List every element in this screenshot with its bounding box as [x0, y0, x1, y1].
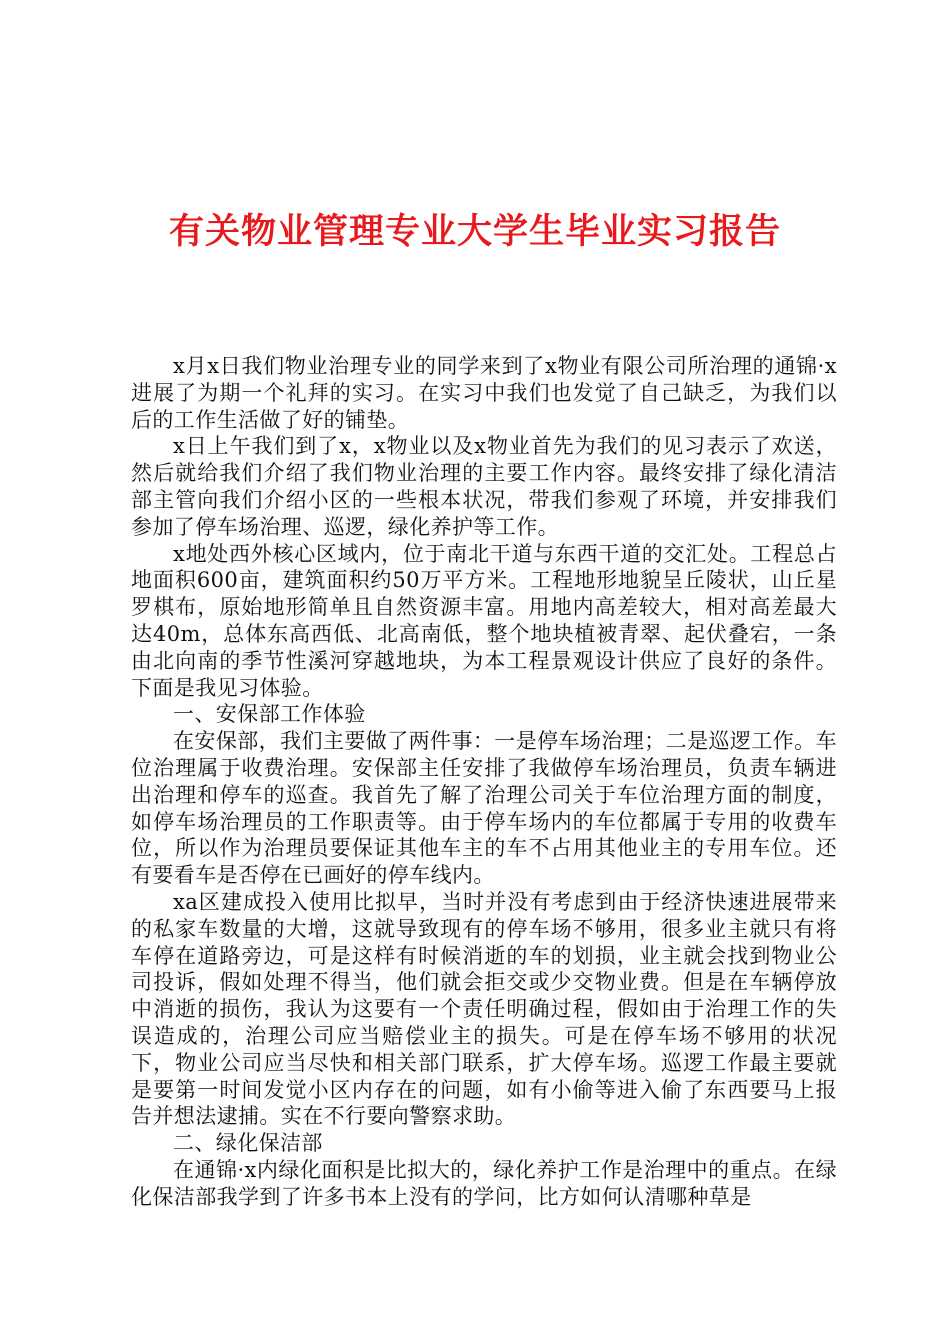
paragraph-parking-issues: xa区建成投入使用比拟早，当时并没有考虑到由于经济快速进展带来的私家车数量的大增，这就导致现有的停车场不够用，很多业主就只有将车停在道路旁边，可是这样有时候消逝的车的划损，业主就会找到物业公司投诉，假如处理不得当，他们就会拒交或少交物业费。但是在车辆停放中消逝的损伤，我认为这要有一个责任明确过程，假如由于治理工作的失误造成的，治理公司应当赔偿业主的损失。可是在停车场不够用的状况下，物业公司应当尽快和相关部门联系，扩大停车场。巡逻工作最主要就是要第一时间发觉小区内存在的问题，如有小偷等进入偷了东西要马上报告并想法逮捕。实在不行要向警察求助。	[131, 889, 837, 1129]
paragraph-greening: 在通锦·x内绿化面积是比拟大的，绿化养护工作是治理中的重点。在绿化保洁部我学到了许多书本上没有的学问，比方如何认清哪种草是	[131, 1157, 837, 1209]
paragraph-security-work: 在安保部，我们主要做了两件事：一是停车场治理；二是巡逻工作。车位治理属于收费治理。安保部主任安排了我做停车场治理员，负责车辆进出治理和停车的巡查。我首先了解了治理公司关于车位治理方面的制度，如停车场治理员的工作职责等。由于停车场内的车位都属于专用的收费车位，所以作为治理员要保证其他车主的车不占用其他业主的专用车位。还有要看车是否停在已画好的停车线内。	[131, 729, 837, 888]
paragraph-first-day: x日上午我们到了x，x物业以及x物业首先为我们的见习表示了欢送，然后就给我们介绍了我们物业治理的主要工作内容。最终安排了绿化清洁部主管向我们介绍小区的一些根本状况，带我们参观了环境，并安排我们参加了停车场治理、巡逻，绿化养护等工作。	[131, 434, 837, 539]
paragraph-site-description: x地处西外核心区域内，位于南北干道与东西干道的交汇处。工程总占地面积600亩，建筑面积约50万平方米。工程地形地貌呈丘陵状，山丘星罗棋布，原始地形简单且自然资源丰富。用地内高差较大，相对高差最大达40m，总体东高西低、北高南低，整个地块植被青翠、起伏叠宕，一条由北向南的季节性溪河穿越地块，为本工程景观设计供应了良好的条件。下面是我见习体验。	[131, 541, 837, 700]
document-body	[131, 353, 837, 1211]
section-heading-greening: 二、绿化保洁部	[173, 1131, 323, 1156]
section-heading-security: 一、安保部工作体验	[173, 702, 366, 727]
document-title: 有关物业管理专业大学生毕业实习报告	[168, 211, 781, 252]
paragraph-intro: x月x日我们物业治理专业的同学来到了x物业有限公司所治理的通锦·x进展了为期一个礼拜的实习。在实习中我们也发觉了自己缺乏，为我们以后的工作生活做了好的铺垫。	[131, 354, 837, 432]
